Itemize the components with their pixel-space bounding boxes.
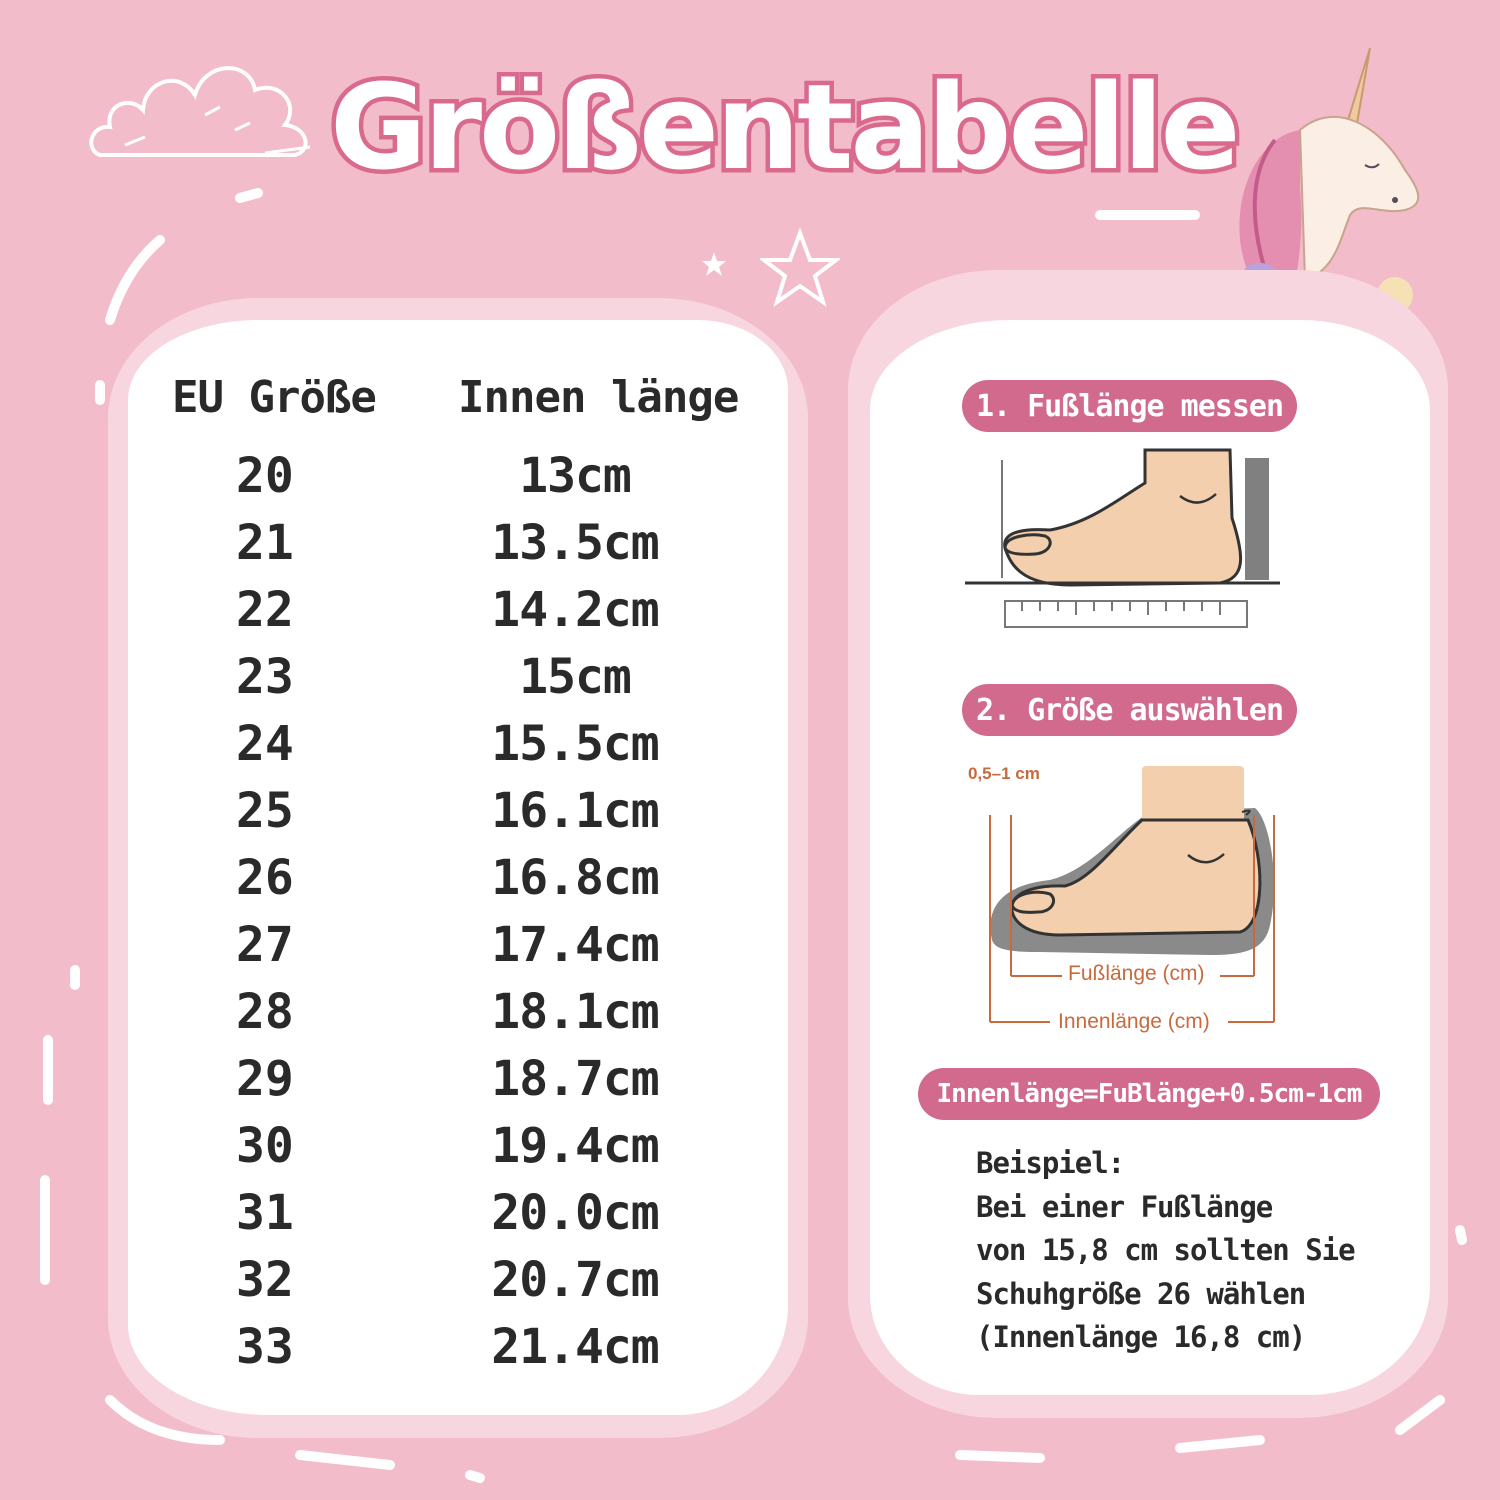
table-row <box>150 1051 790 1118</box>
example-line: Schuhgröße 26 wählen <box>976 1276 1306 1311</box>
eu-size: 29 <box>236 1051 294 1107</box>
example-line: Beispiel: <box>976 1146 1125 1180</box>
inner-length-label: Innenlänge (cm) <box>1058 1010 1210 1033</box>
example-line: von 15,8 cm sollten Sie <box>976 1233 1355 1267</box>
example-line: (Innenlänge 16,8 cm) <box>976 1320 1306 1354</box>
table-row <box>150 783 790 850</box>
eu-size: 28 <box>236 984 294 1040</box>
eu-size: 24 <box>236 716 294 772</box>
inner-length: 19.4cm <box>491 1118 659 1174</box>
foot-size-illustration <box>980 760 1290 1040</box>
eu-size: 22 <box>236 582 294 638</box>
inner-length: 21.4cm <box>491 1319 659 1375</box>
inner-length: 16.8cm <box>491 850 659 906</box>
inner-length: 15cm <box>519 649 631 705</box>
table-row <box>150 649 790 716</box>
eu-size: 20 <box>236 448 294 504</box>
step-select-label: 2. Größe auswählen <box>962 684 1297 736</box>
inner-length: 15.5cm <box>491 716 659 772</box>
inner-length: 20.0cm <box>491 1185 659 1241</box>
table-row <box>150 515 790 582</box>
inner-length: 18.1cm <box>491 984 659 1040</box>
table-row <box>150 850 790 917</box>
eu-size: 25 <box>236 783 294 839</box>
foot-measure-illustration <box>960 448 1290 638</box>
gap-label: 0,5–1 cm <box>968 764 1040 783</box>
table-row <box>150 1118 790 1185</box>
eu-size: 33 <box>236 1319 294 1375</box>
size-table <box>150 448 790 1386</box>
table-row <box>150 917 790 984</box>
page-title: Größentabelle <box>330 58 1238 196</box>
eu-size: 21 <box>236 515 294 571</box>
eu-size: 23 <box>236 649 294 705</box>
table-row <box>150 984 790 1051</box>
inner-length: 13.5cm <box>491 515 659 571</box>
example-text <box>976 1142 1396 1360</box>
eu-size: 32 <box>236 1252 294 1308</box>
table-row <box>150 716 790 783</box>
eu-size: 26 <box>236 850 294 906</box>
eu-size: 27 <box>236 917 294 973</box>
table-row <box>150 1185 790 1252</box>
inner-length: 20.7cm <box>491 1252 659 1308</box>
eu-size: 30 <box>236 1118 294 1174</box>
inner-length-header: Innen länge <box>458 372 739 423</box>
table-row <box>150 1319 790 1386</box>
inner-length: 17.4cm <box>491 917 659 973</box>
inner-length: 18.7cm <box>491 1051 659 1107</box>
table-row <box>150 582 790 649</box>
table-row <box>150 1252 790 1319</box>
eu-size-header: EU Größe <box>172 372 376 423</box>
inner-length: 13cm <box>519 448 631 504</box>
table-row <box>150 448 790 515</box>
formula-label: Innenlänge=FuBlänge+0.5cm-1cm <box>918 1068 1380 1120</box>
eu-size: 31 <box>236 1185 294 1241</box>
example-line: Bei einer Fußlänge <box>976 1189 1273 1224</box>
step-measure-label: 1. Fußlänge messen <box>962 380 1297 432</box>
inner-length: 16.1cm <box>491 783 659 839</box>
foot-length-label: Fußlänge (cm) <box>1068 962 1205 985</box>
inner-length: 14.2cm <box>491 582 659 638</box>
